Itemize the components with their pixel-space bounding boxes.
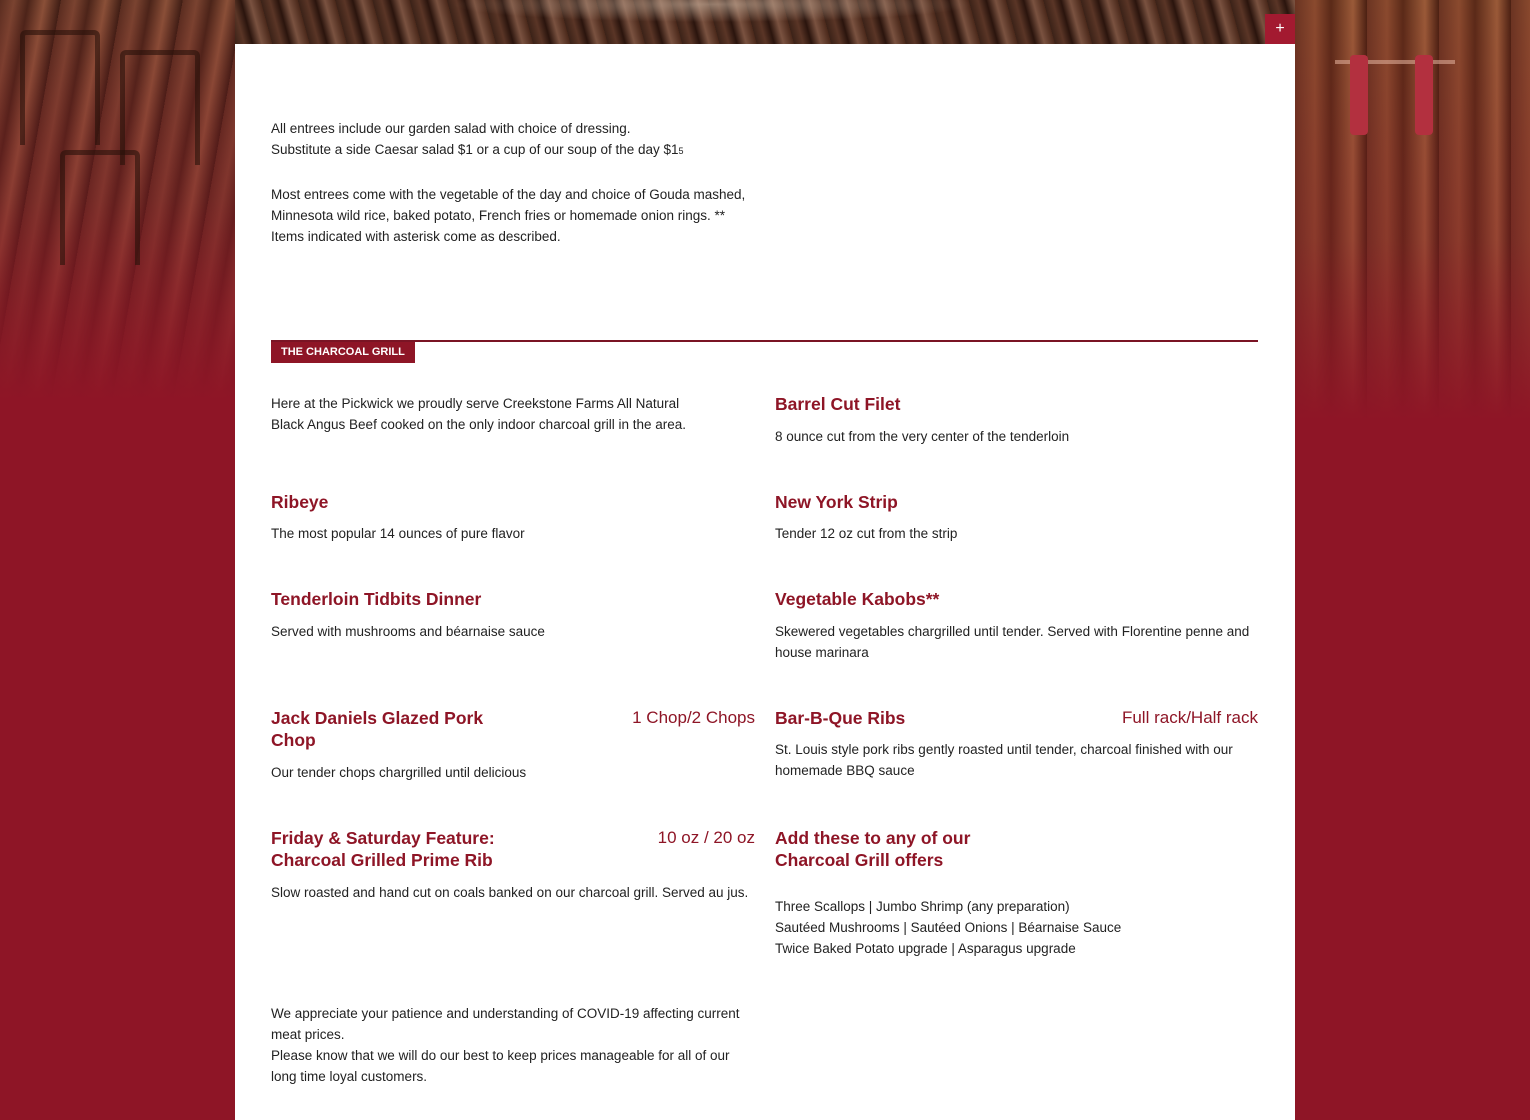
menu-item-title: [775, 827, 1035, 871]
menu-item-description-line: St. Louis style pork ribs gently roasted until tender, charcoal finished with our: [775, 742, 1233, 757]
menu-item-title-line: Charcoal Grilled Prime Rib: [271, 850, 493, 870]
menu-item-title-line: Charcoal Grill offers: [775, 850, 944, 870]
notice-line: meat prices.: [271, 1027, 345, 1042]
menu-content-panel: [235, 0, 1295, 1120]
menu-item-description: The most popular 14 ounces of pure flavor: [271, 526, 525, 541]
expand-button[interactable]: +: [1265, 14, 1295, 44]
intro-text: [271, 118, 771, 162]
menu-item-description: Tender 12 oz cut from the strip: [775, 526, 958, 541]
napkin-shape: [1415, 55, 1433, 135]
section-intro: [271, 393, 751, 435]
intro-paragraph-line: Minnesota wild rice, baked potato, French fries or homemade onion rings. **: [271, 208, 725, 223]
intro-paragraph-line: Most entrees come with the vegetable of the day and choice of Gouda mashed,: [271, 187, 746, 202]
intro-paragraph: [271, 184, 771, 247]
menu-item-price: 1 Chop/2 Chops: [632, 708, 755, 727]
intro-paragraph-line: Items indicated with asterisk come as described.: [271, 229, 561, 244]
hero-image-strip: [235, 0, 1295, 44]
menu-item-description: [775, 739, 1265, 781]
intro-line-text: Substitute a side Caesar salad $1 or a cup of our soup of the day $1: [271, 142, 679, 157]
background-left-restaurant-photo: [0, 0, 235, 1120]
menu-item-title: Ribeye: [271, 492, 329, 512]
notice-line: We appreciate your patience and understanding of COVID-19 affecting current: [271, 1006, 740, 1021]
section-tag: THE CHARCOAL GRILL: [271, 342, 415, 363]
menu-item-description: 8 ounce cut from the very center of the tenderloin: [775, 429, 1070, 444]
menu-item-title: Vegetable Kabobs**: [775, 589, 940, 609]
menu-item-description-line: Three Scallops | Jumbo Shrimp (any preparation): [775, 899, 1070, 914]
menu-item-price: 10 oz / 20 oz: [657, 828, 755, 847]
menu-item-title: [271, 707, 531, 751]
chair-shape: [120, 50, 200, 165]
covid-notice: [271, 1003, 771, 1087]
menu-item-title: Barrel Cut Filet: [775, 394, 901, 414]
menu-item-description: Slow roasted and hand cut on coals banked on our charcoal grill. Served au jus.: [271, 885, 749, 900]
menu-item-title: Tenderloin Tidbits Dinner: [271, 589, 482, 609]
menu-item-price: Full rack/Half rack: [1121, 708, 1258, 727]
menu-item-title-line: Chop: [271, 730, 316, 750]
napkin-shape: [1350, 55, 1368, 135]
menu-item-description: [775, 621, 1265, 663]
menu-item-description-line: Skewered vegetables chargrilled until tender. Served with Florentine penne and: [775, 624, 1250, 639]
menu-item-description-line: Sautéed Mushrooms | Sautéed Onions | Béarnaise Sauce: [775, 920, 1122, 935]
menu-item-description: Served with mushrooms and béarnaise sauce: [271, 624, 545, 639]
section-intro-line: Black Angus Beef cooked on the only indoor charcoal grill in the area.: [271, 417, 687, 432]
menu-item-title: Bar-B-Que Ribs: [775, 708, 906, 728]
menu-item-description-line: Twice Baked Potato upgrade | Asparagus upgrade: [775, 941, 1076, 956]
menu-item-description: Our tender chops chargrilled until delicious: [271, 765, 527, 780]
menu-item-title: [271, 827, 531, 871]
section-intro-line: Here at the Pickwick we proudly serve Creekstone Farms All Natural: [271, 396, 680, 411]
background-right-restaurant-photo: [1295, 0, 1530, 1120]
section-divider: [271, 340, 1258, 342]
menu-item-description-line: house marinara: [775, 645, 869, 660]
chair-shape: [60, 150, 140, 265]
chair-shape: [20, 30, 100, 145]
menu-item-title-line: Add these to any of our: [775, 828, 971, 848]
menu-item-title: New York Strip: [775, 492, 898, 512]
intro-superscript: 5: [678, 146, 684, 156]
menu-item-title-line: Friday & Saturday Feature:: [271, 828, 495, 848]
intro-line: [271, 139, 771, 162]
intro-line: All entrees include our garden salad with choice of dressing.: [271, 121, 631, 136]
notice-line: long time loyal customers.: [271, 1069, 428, 1084]
menu-item-title-line: Jack Daniels Glazed Pork: [271, 708, 484, 728]
menu-item-description-line: homemade BBQ sauce: [775, 763, 915, 778]
notice-line: Please know that we will do our best to keep prices manageable for all of our: [271, 1048, 730, 1063]
menu-item-description: [775, 896, 1258, 959]
